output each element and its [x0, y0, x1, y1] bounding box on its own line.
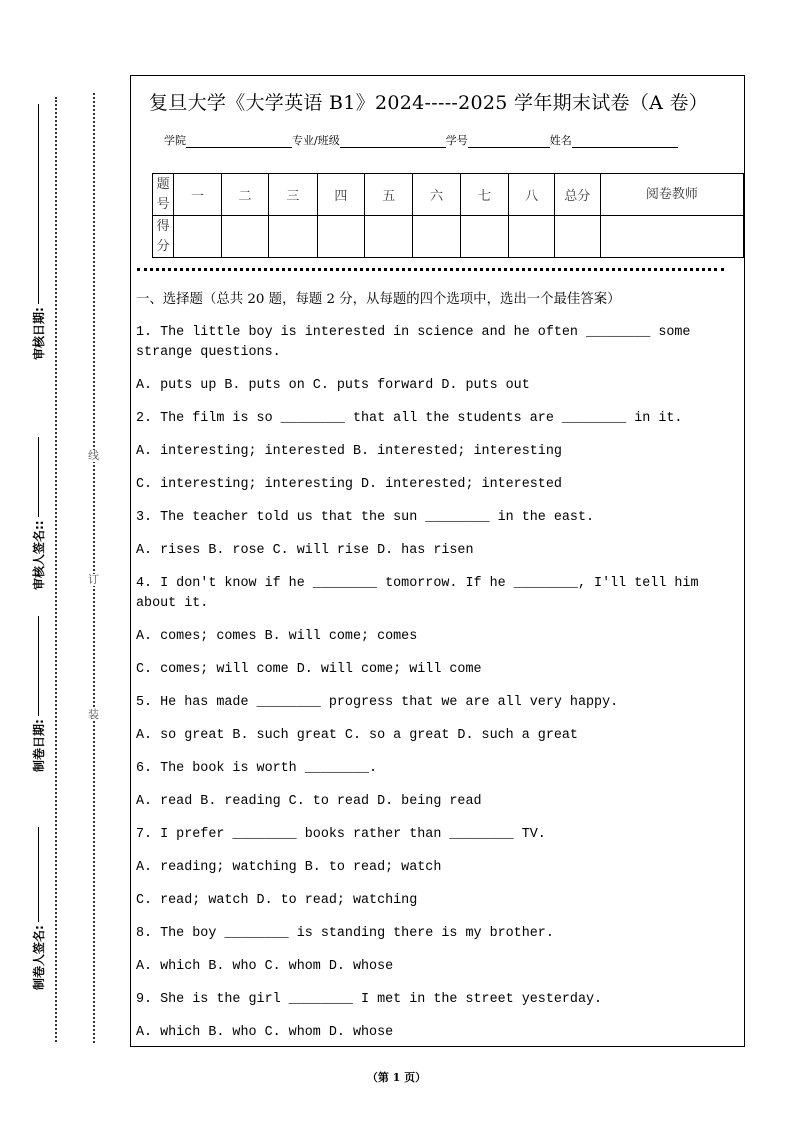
question-6: 6. The book is worth ________. — [136, 761, 378, 776]
reviewer-date-line — [38, 104, 39, 304]
student-id-field[interactable] — [468, 135, 550, 148]
reviewer-signature-line — [38, 437, 39, 517]
column-2: 二 — [221, 174, 268, 216]
section-multiple-choice — [136, 290, 742, 1056]
column-7: 七 — [460, 174, 508, 216]
question-9: 9. She is the girl ________ I met in the street yesterday. — [136, 992, 603, 1007]
options-2b: C. interesting; interesting D. interested; interested — [136, 477, 562, 492]
options-7b: C. read; watch D. to read; watching — [136, 893, 418, 908]
score-cell[interactable] — [174, 216, 221, 258]
maker-date-label: 制卷日期: — [32, 719, 46, 772]
question-2: 2. The film is so ________ that all the students are ________ in it. — [136, 411, 683, 426]
options-7a: A. reading; watching B. to read; watch — [136, 860, 442, 875]
student-id-label: 学号 — [445, 134, 468, 147]
options-9: A. which B. who C. whom D. whose — [136, 1025, 394, 1040]
column-6: 六 — [413, 174, 460, 216]
question-number-label: 题号 — [153, 174, 174, 216]
major-class-label: 专业/班级 — [292, 134, 340, 147]
question-8: 8. The boy ________ is standing there is my brother. — [136, 926, 554, 941]
binding-mark-zhuang: 装 — [88, 708, 99, 721]
reviewer-signature-field[interactable] — [30, 437, 47, 590]
score-table-header-row — [153, 174, 744, 216]
name-label: 姓名 — [549, 134, 572, 147]
options-2a: A. interesting; interested B. interested; interesting — [136, 444, 562, 459]
options-8: A. which B. who C. whom D. whose — [136, 959, 394, 974]
options-4b: C. comes; will come D. will come; will come — [136, 662, 482, 677]
options-5: A. so great B. such great C. so a great D. such a great — [136, 728, 578, 743]
maker-date-field[interactable] — [30, 616, 47, 772]
score-cell[interactable] — [509, 216, 555, 258]
score-table-score-row — [153, 216, 744, 258]
column-3: 三 — [269, 174, 317, 216]
page-number: （第 1 页） — [366, 1071, 427, 1084]
score-label: 得分 — [153, 216, 174, 258]
score-cell-total[interactable] — [554, 216, 600, 258]
score-cell-grader[interactable] — [600, 216, 743, 258]
column-1: 一 — [174, 174, 221, 216]
maker-date-line — [38, 616, 39, 716]
options-1: A. puts up B. puts on C. puts forward D. puts out — [136, 378, 530, 393]
score-cell[interactable] — [221, 216, 268, 258]
question-5: 5. He has made ________ progress that we are all very happy. — [136, 695, 619, 710]
column-5: 五 — [365, 174, 413, 216]
score-cell[interactable] — [460, 216, 508, 258]
score-cell[interactable] — [413, 216, 460, 258]
maker-signature-label: 制卷人签名: — [32, 925, 46, 990]
binding-dotted-line-inner — [93, 93, 95, 1043]
options-6: A. read B. reading C. to read D. being read — [136, 794, 482, 809]
score-cell[interactable] — [365, 216, 413, 258]
reviewer-signature-label: 审核人签名:: — [32, 520, 46, 590]
binding-dotted-line-outer — [55, 97, 57, 1042]
question-3: 3. The teacher told us that the sun ________ in the east. — [136, 510, 595, 525]
binding-mark-ding: 订 — [88, 573, 99, 586]
question-1: 1. The little boy is interested in science and he often ________ some strange questions. — [136, 325, 691, 360]
reviewer-date-label: 审核日期: — [32, 307, 46, 360]
options-3: A. rises B. rose C. will rise D. has risen — [136, 543, 474, 558]
name-field[interactable] — [572, 135, 678, 148]
student-info-row — [164, 132, 678, 148]
column-total: 总分 — [554, 174, 600, 216]
major-class-field[interactable] — [340, 135, 446, 148]
college-field[interactable] — [186, 135, 292, 148]
reviewer-date-field[interactable] — [30, 104, 47, 360]
score-table — [152, 173, 744, 258]
options-4a: A. comes; comes B. will come; comes — [136, 629, 418, 644]
dotted-separator — [137, 268, 724, 271]
maker-signature-field[interactable] — [30, 827, 47, 990]
question-4: 4. I don't know if he ________ tomorrow. If he ________, I'll tell him about it. — [136, 576, 699, 611]
score-cell[interactable] — [317, 216, 364, 258]
question-7: 7. I prefer ________ books rather than ________ TV. — [136, 827, 546, 842]
exam-title: 复旦大学《大学英语 B1》2024-----2025 学年期末试卷（A 卷） — [149, 92, 709, 114]
column-8: 八 — [509, 174, 555, 216]
exam-frame — [130, 75, 745, 1047]
maker-signature-line — [38, 827, 39, 922]
score-cell[interactable] — [269, 216, 317, 258]
binding-mark-xian: 线 — [88, 449, 99, 462]
college-label: 学院 — [164, 134, 186, 147]
column-4: 四 — [317, 174, 364, 216]
section-title: 一、选择题（总共 20 题，每题 2 分，从每题的四个选项中，选出一个最佳答案） — [136, 292, 621, 307]
column-grader: 阅卷教师 — [600, 174, 743, 216]
